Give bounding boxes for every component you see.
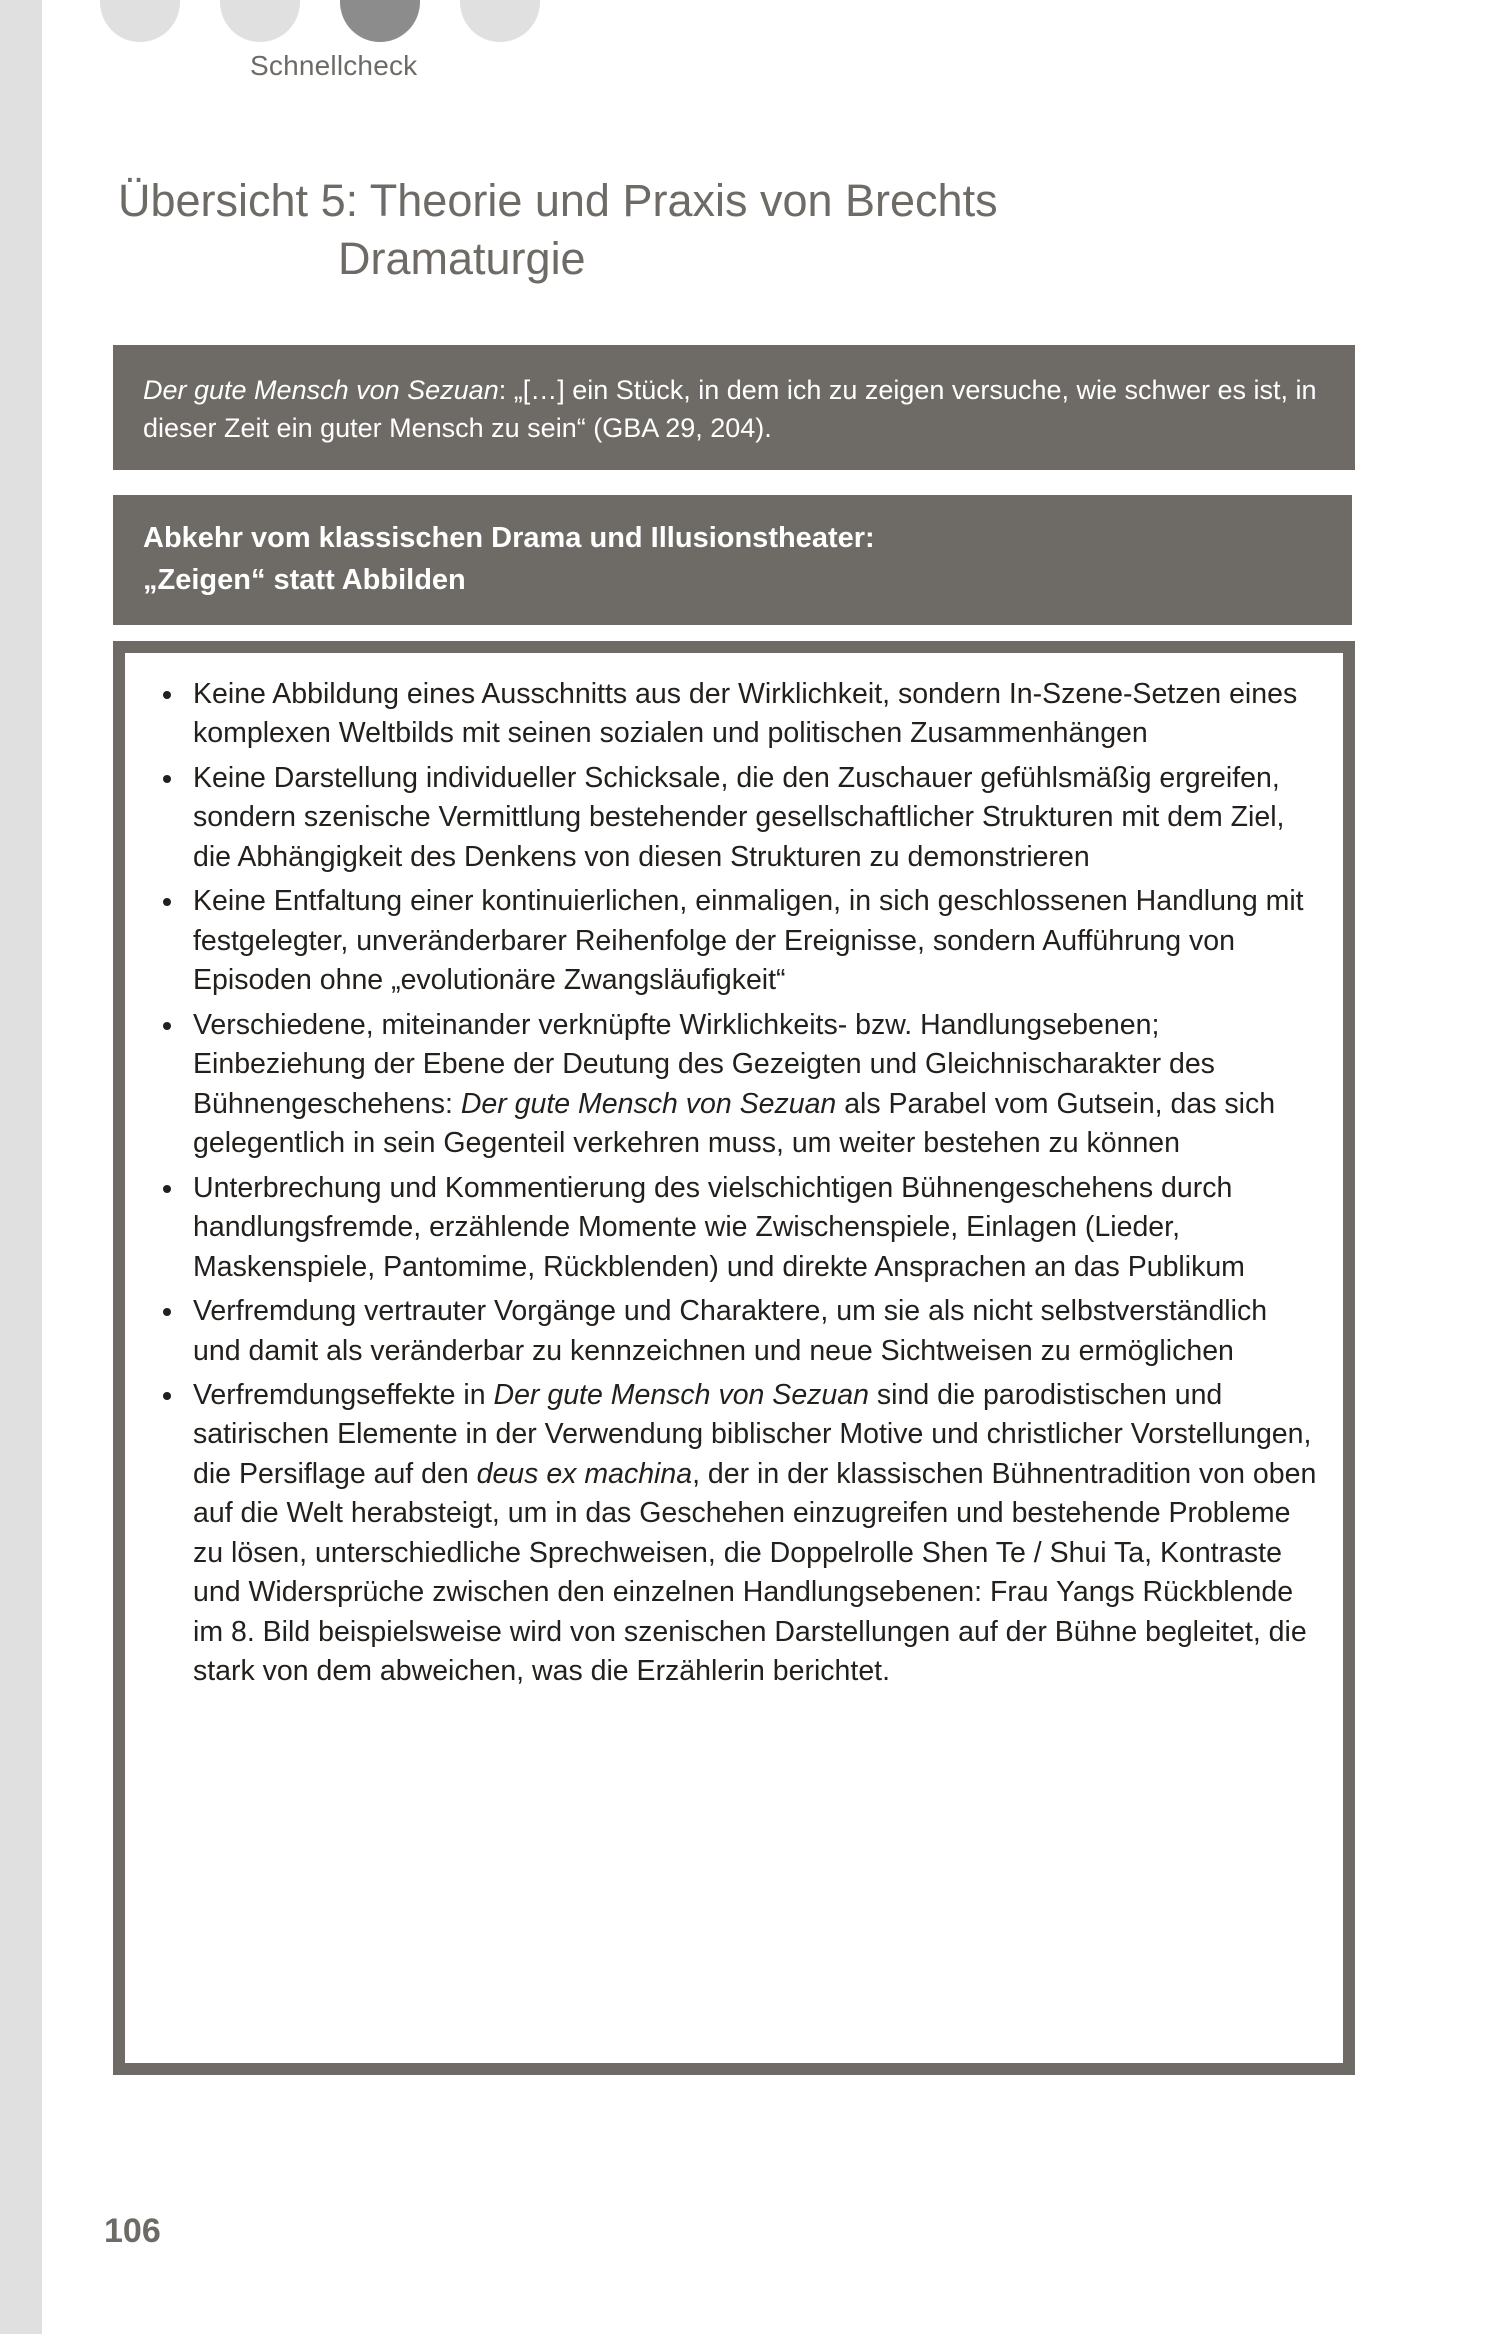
bullet-text: Verschiedene, miteinander verknüpfte Wirklichkeits- bzw. Handlungsebenen; Einbeziehung der Ebene der Deutung des Gezeigten und Gleichnischarakter des Bühnengeschehens: [193, 1008, 1215, 1120]
bullet-list [125, 653, 1343, 1692]
bullet-item [153, 1292, 1317, 1371]
content-box [113, 641, 1355, 2075]
page-edge-strip [0, 0, 42, 2334]
quote-text: : „[…] ein Stück, in dem ich zu zeigen versuche, wie schwer es ist, in dieser Zeit ein guter Mensch zu sein“ (GBA 29, 204). [143, 375, 1317, 444]
chapter-dot-4[interactable] [460, 0, 540, 42]
section-heading-band [113, 495, 1352, 625]
quote-band [113, 345, 1355, 470]
page-number: 106 [104, 2212, 161, 2250]
bullet-text: Keine Entfaltung einer kontinuierlichen, einmaligen, in sich geschlossenen Handlung mit festgelegter, unveränderbarer Reihenfolge der Ereignisse, sondern Aufführung von Episoden ohne „evolutionäre Zwangsläufigkeit“ [193, 885, 1304, 997]
chapter-dot-3-active[interactable] [340, 0, 420, 42]
chapter-dot-2[interactable] [220, 0, 300, 42]
page-title [118, 172, 1338, 287]
chapter-tab-markers [100, 0, 620, 42]
chapter-dot-1[interactable] [100, 0, 180, 42]
bullet-text: Keine Abbildung eines Ausschnitts aus der Wirklichkeit, sondern In-Szene-Setzen eines komplexen Weltbilds mit seinen sozialen und politischen Zusammenhängen [193, 678, 1298, 750]
bullet-text: sind die parodistischen und satirischen Elemente in der Verwendung biblischer Motive und christlicher Vorstellungen, die Persiflage auf den [193, 1378, 1312, 1490]
bullet-italic-phrase: Der gute Mensch von Sezuan [460, 1087, 837, 1120]
bullet-item [153, 1169, 1317, 1287]
bullet-text: , der in der klassischen Bühnentradition von oben auf die Welt herabsteigt, um in das Geschehen einzugreifen und bestehende Probleme zu lösen, unterschiedliche Sprechweisen, die Doppelrolle Shen Te / Shui Ta, Kontraste und Widersprüche zwischen den einzelnen Handlungsebenen: Frau Yangs Rückblende im 8. Bild beispielsweise wird von szenischen Darstellungen auf der Bühne begleitet, die stark von dem abweichen, was die Erzählerin berichtet. [193, 1457, 1317, 1688]
bullet-item [153, 759, 1317, 877]
bullet-text: Verfremdungseffekte in [193, 1378, 494, 1411]
bullet-item [153, 882, 1317, 1000]
page-title-line-2: Dramaturgie [338, 232, 586, 284]
bullet-italic-phrase: Der gute Mensch von Sezuan [493, 1378, 869, 1411]
quote-work-title: Der gute Mensch von Sezuan [143, 375, 499, 405]
section-heading-line-1: Abkehr vom klassischen Drama und Illusionstheater: [143, 522, 875, 554]
bullet-item [153, 1006, 1317, 1164]
bullet-item [153, 1376, 1317, 1692]
chapter-tab-label: Schnellcheck [250, 50, 418, 81]
page-title-line-1: Übersicht 5: Theorie und Praxis von Brechts [118, 175, 998, 227]
bullet-text: als Parabel vom Gutsein, das sich gelegentlich in sein Gegenteil verkehren muss, um weiter bestehen zu können [193, 1087, 1276, 1160]
section-heading-line-2: „Zeigen“ statt Abbilden [143, 564, 466, 597]
bullet-italic-phrase: deus ex machina [476, 1457, 693, 1490]
bullet-text: Verfremdung vertrauter Vorgänge und Charaktere, um sie als nicht selbstverständlich und damit als veränderbar zu kennzeichnen und neue Sichtweisen zu ermöglichen [193, 1295, 1268, 1367]
bullet-item [153, 675, 1317, 754]
bullet-text: Unterbrechung und Kommentierung des vielschichtigen Bühnengeschehens durch handlungsfremde, erzählende Momente wie Zwischenspiele, Einlagen (Lieder, Maskenspiele, Pantomime, Rückblenden) und direkte Ansprachen an das Publikum [193, 1171, 1245, 1283]
bullet-text: Keine Darstellung individueller Schicksale, die den Zuschauer gefühlsmäßig ergreifen, sondern szenische Vermittlung bestehender gesellschaftlicher Strukturen mit dem Ziel, die Abhängigkeit des Denkens von diesen Strukturen zu demonstrieren [193, 761, 1285, 873]
